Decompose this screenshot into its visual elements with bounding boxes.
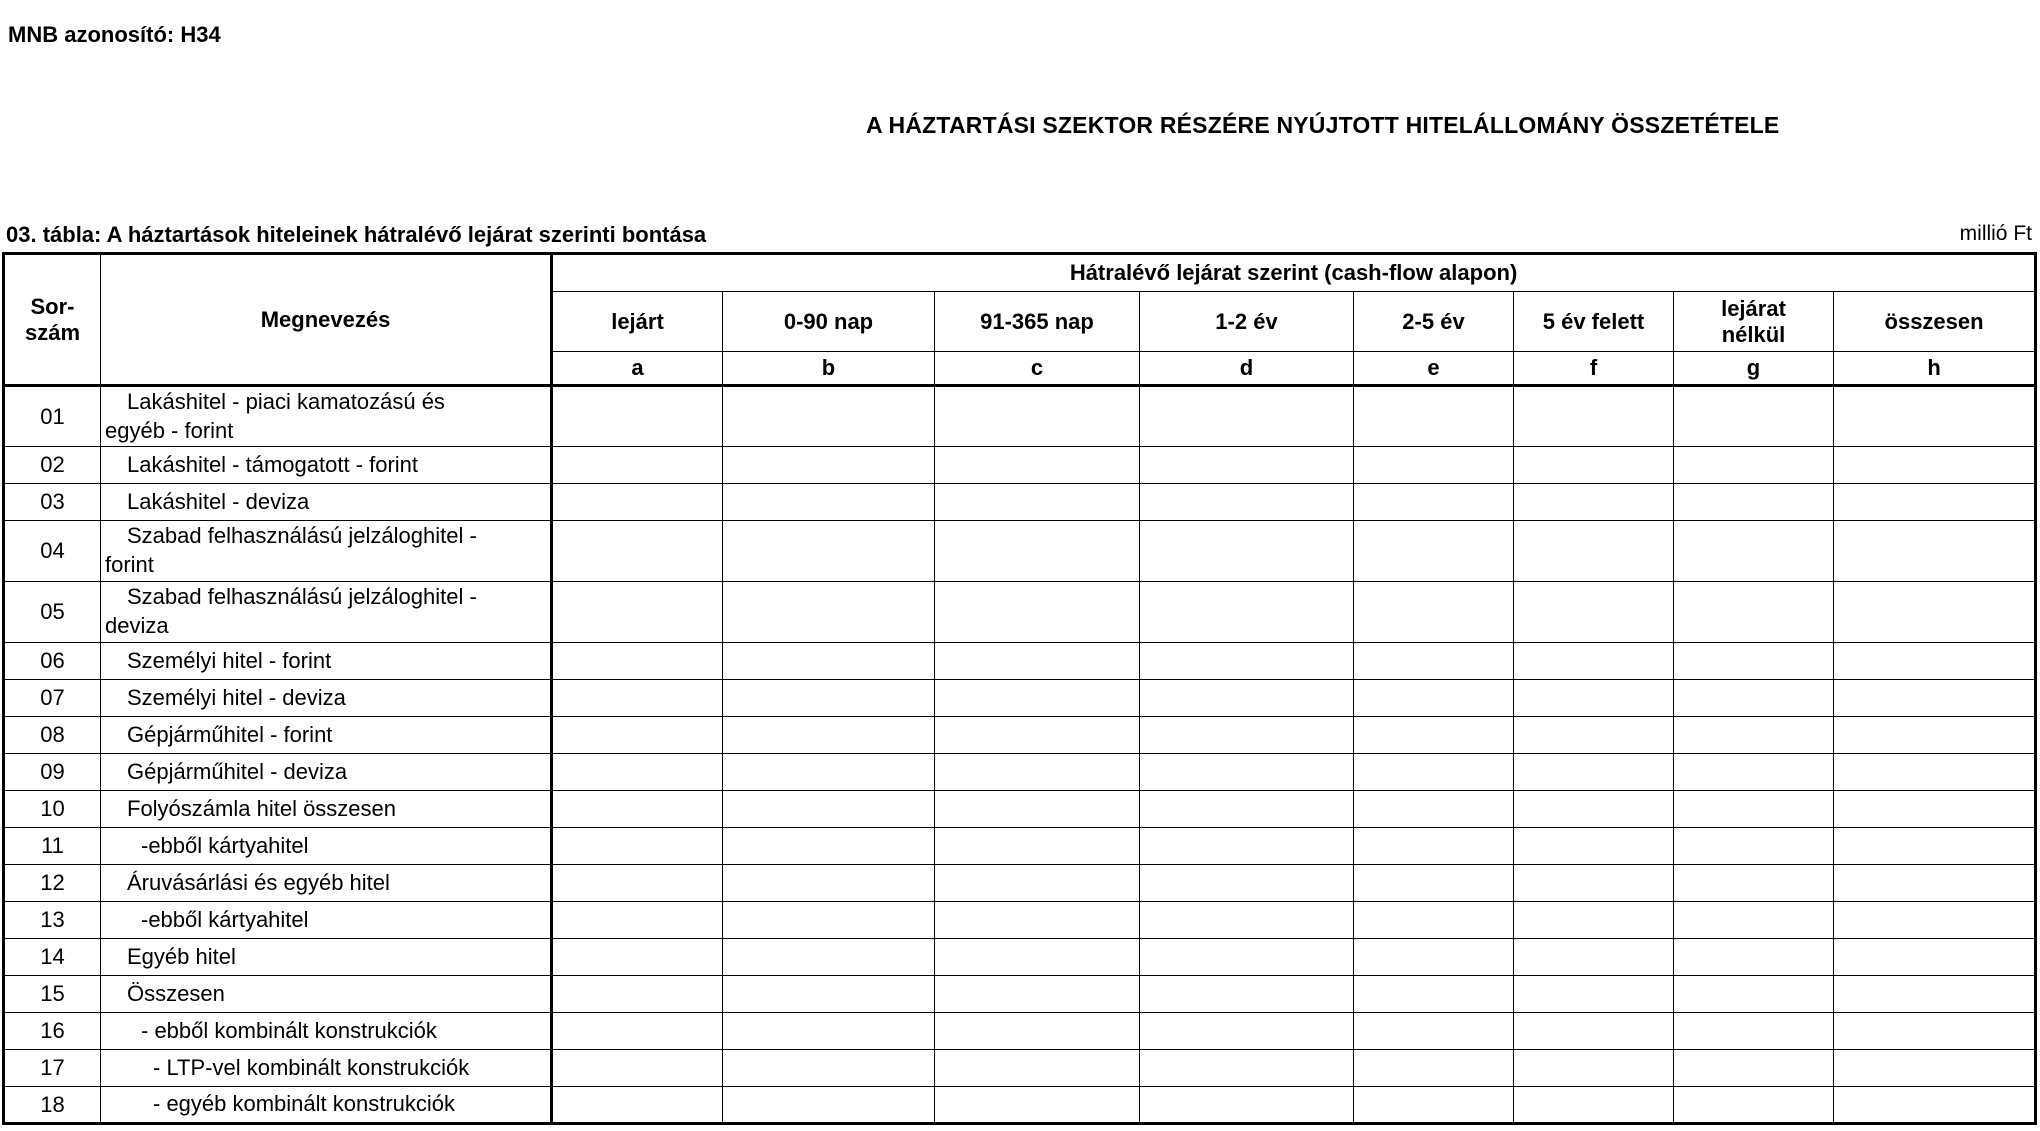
row-name — [101, 1013, 552, 1050]
data-cell[interactable] — [1140, 643, 1354, 680]
table-row — [4, 447, 2036, 484]
data-cell[interactable] — [723, 976, 935, 1013]
data-cell[interactable] — [723, 902, 935, 939]
data-cell[interactable] — [552, 828, 723, 865]
data-cell[interactable] — [1834, 902, 2036, 939]
data-cell[interactable] — [1140, 484, 1354, 521]
data-cell[interactable] — [1140, 386, 1354, 447]
data-cell[interactable] — [1834, 717, 2036, 754]
data-cell[interactable] — [1514, 976, 1674, 1013]
table-row — [4, 582, 2036, 643]
data-cell[interactable] — [1354, 1050, 1514, 1087]
data-cell[interactable] — [935, 521, 1140, 582]
row-name — [101, 717, 552, 754]
table-row — [4, 1013, 2036, 1050]
data-cell[interactable] — [1140, 582, 1354, 643]
row-name — [101, 484, 552, 521]
data-cell[interactable] — [935, 754, 1140, 791]
mnb-identifier: MNB azonosító: H34 — [8, 22, 221, 47]
data-cell[interactable] — [935, 1087, 1140, 1124]
row-name-line: -ebből kártyahitel — [141, 906, 309, 932]
row-name-line: Szabad felhasználású jelzáloghitel - — [127, 584, 477, 610]
data-cell[interactable] — [552, 484, 723, 521]
data-cell[interactable] — [1514, 1087, 1674, 1124]
row-name-line: Egyéb hitel — [127, 943, 236, 969]
row-number: 09 — [4, 754, 101, 791]
row-name — [101, 447, 552, 484]
data-cell[interactable] — [935, 1013, 1140, 1050]
data-cell[interactable] — [552, 643, 723, 680]
data-cell[interactable] — [1674, 582, 1834, 643]
data-cell[interactable] — [1674, 386, 1834, 447]
column-header: 5 év felett — [1514, 292, 1674, 352]
data-cell[interactable] — [1674, 902, 1834, 939]
row-number: 17 — [4, 1050, 101, 1087]
row-name-line: - egyéb kombinált konstrukciók — [153, 1091, 456, 1117]
data-cell[interactable] — [1140, 1013, 1354, 1050]
data-cell[interactable] — [935, 902, 1140, 939]
row-name — [101, 643, 552, 680]
row-number: 10 — [4, 791, 101, 828]
data-cell[interactable] — [935, 386, 1140, 447]
data-cell[interactable] — [1140, 791, 1354, 828]
column-header: 1-2 év — [1140, 292, 1354, 352]
row-name-line: deviza — [105, 613, 169, 638]
data-cell[interactable] — [1354, 865, 1514, 902]
data-cell[interactable] — [1674, 484, 1834, 521]
data-cell[interactable] — [552, 1013, 723, 1050]
data-cell[interactable] — [723, 791, 935, 828]
data-cell[interactable] — [723, 680, 935, 717]
row-name-line: - LTP-vel kombinált konstrukciók — [153, 1054, 470, 1080]
data-cell[interactable] — [1834, 939, 2036, 976]
data-cell[interactable] — [552, 865, 723, 902]
row-name-line: Folyószámla hitel összesen — [127, 795, 397, 821]
data-cell[interactable] — [552, 1050, 723, 1087]
data-cell[interactable] — [552, 939, 723, 976]
data-cell[interactable] — [1514, 828, 1674, 865]
row-number: 01 — [4, 386, 101, 447]
row-number: 15 — [4, 976, 101, 1013]
data-cell[interactable] — [552, 386, 723, 447]
row-number: 07 — [4, 680, 101, 717]
column-code: a — [552, 352, 723, 386]
data-cell[interactable] — [1834, 521, 2036, 582]
data-cell[interactable] — [1514, 1013, 1674, 1050]
data-cell[interactable] — [1674, 1087, 1834, 1124]
data-cell[interactable] — [1514, 902, 1674, 939]
data-cell[interactable] — [1674, 643, 1834, 680]
row-number: 02 — [4, 447, 101, 484]
row-name-line: Áruvásárlási és egyéb hitel — [127, 869, 390, 895]
data-cell[interactable] — [935, 791, 1140, 828]
data-cell[interactable] — [1354, 902, 1514, 939]
table-row — [4, 717, 2036, 754]
row-name-line: Gépjárműhitel - forint — [127, 721, 333, 747]
column-code: c — [935, 352, 1140, 386]
row-name — [101, 902, 552, 939]
data-cell[interactable] — [723, 939, 935, 976]
data-cell[interactable] — [1140, 717, 1354, 754]
data-cell[interactable] — [1140, 754, 1354, 791]
row-name-line: -ebből kártyahitel — [141, 832, 309, 858]
table-row — [4, 521, 2036, 582]
row-name-line: forint — [105, 552, 154, 577]
data-cell[interactable] — [935, 582, 1140, 643]
column-code: g — [1674, 352, 1834, 386]
data-cell[interactable] — [935, 828, 1140, 865]
data-cell[interactable] — [1354, 754, 1514, 791]
header-sorszam: Sor-szám — [4, 254, 101, 386]
data-cell[interactable] — [1674, 680, 1834, 717]
row-number: 06 — [4, 643, 101, 680]
column-code: e — [1354, 352, 1514, 386]
data-cell[interactable] — [1354, 939, 1514, 976]
data-cell[interactable] — [935, 939, 1140, 976]
table-row — [4, 680, 2036, 717]
column-header: 2-5 év — [1354, 292, 1514, 352]
data-cell[interactable] — [723, 865, 935, 902]
row-name — [101, 754, 552, 791]
data-cell[interactable] — [935, 643, 1140, 680]
row-name-line: Lakáshitel - deviza — [127, 488, 310, 514]
table-row — [4, 754, 2036, 791]
data-cell[interactable] — [1354, 976, 1514, 1013]
row-name — [101, 939, 552, 976]
data-cell[interactable] — [1514, 386, 1674, 447]
data-cell[interactable] — [935, 717, 1140, 754]
row-name — [101, 521, 552, 582]
data-cell[interactable] — [1514, 1050, 1674, 1087]
data-cell[interactable] — [552, 521, 723, 582]
data-cell[interactable] — [1140, 1087, 1354, 1124]
column-header: 91-365 nap — [935, 292, 1140, 352]
data-cell[interactable] — [935, 1050, 1140, 1087]
data-cell[interactable] — [1674, 828, 1834, 865]
row-name — [101, 828, 552, 865]
row-name — [101, 1050, 552, 1087]
row-name-line: Szabad felhasználású jelzáloghitel - — [127, 523, 477, 549]
row-name-line: Összesen — [127, 980, 225, 1006]
column-code: d — [1140, 352, 1354, 386]
data-cell[interactable] — [1354, 1087, 1514, 1124]
table-title: 03. tábla: A háztartások hiteleinek hátralévő lejárat szerinti bontása — [6, 222, 707, 247]
header-megnevezes: Megnevezés — [101, 254, 552, 386]
table-row — [4, 1050, 2036, 1087]
data-cell[interactable] — [1674, 717, 1834, 754]
row-name-line: Lakáshitel - támogatott - forint — [127, 451, 419, 477]
data-cell[interactable] — [1834, 1087, 2036, 1124]
data-cell[interactable] — [1834, 582, 2036, 643]
data-cell[interactable] — [1514, 447, 1674, 484]
data-cell[interactable] — [1140, 680, 1354, 717]
data-cell[interactable] — [552, 582, 723, 643]
table-row — [4, 791, 2036, 828]
data-cell[interactable] — [1834, 1050, 2036, 1087]
row-number: 18 — [4, 1087, 101, 1124]
data-cell[interactable] — [1834, 386, 2036, 447]
data-cell[interactable] — [1514, 717, 1674, 754]
data-cell[interactable] — [1514, 754, 1674, 791]
data-cell[interactable] — [552, 447, 723, 484]
data-cell[interactable] — [1140, 865, 1354, 902]
table-row — [4, 939, 2036, 976]
data-cell[interactable] — [1514, 484, 1674, 521]
data-cell[interactable] — [1514, 939, 1674, 976]
data-cell[interactable] — [723, 717, 935, 754]
data-cell[interactable] — [552, 754, 723, 791]
data-cell[interactable] — [1354, 447, 1514, 484]
data-cell[interactable] — [1514, 643, 1674, 680]
data-cell[interactable] — [1834, 865, 2036, 902]
data-cell[interactable] — [1674, 754, 1834, 791]
row-name-line: Személyi hitel - deviza — [127, 684, 346, 710]
data-cell[interactable] — [1514, 865, 1674, 902]
maturity-table — [2, 252, 2037, 1125]
data-cell[interactable] — [1674, 791, 1834, 828]
data-cell[interactable] — [1514, 680, 1674, 717]
data-cell[interactable] — [1140, 828, 1354, 865]
data-cell[interactable] — [723, 643, 935, 680]
data-cell[interactable] — [1354, 1013, 1514, 1050]
data-cell[interactable] — [1140, 902, 1354, 939]
data-cell[interactable] — [1354, 791, 1514, 828]
data-cell[interactable] — [1514, 521, 1674, 582]
row-number: 14 — [4, 939, 101, 976]
row-name — [101, 582, 552, 643]
data-cell[interactable] — [723, 484, 935, 521]
data-cell[interactable] — [1354, 680, 1514, 717]
data-cell[interactable] — [552, 976, 723, 1013]
column-code: h — [1834, 352, 2036, 386]
table-row — [4, 865, 2036, 902]
data-cell[interactable] — [1674, 1050, 1834, 1087]
data-cell[interactable] — [1140, 521, 1354, 582]
table-row — [4, 902, 2036, 939]
data-cell[interactable] — [1354, 828, 1514, 865]
column-code: b — [723, 352, 935, 386]
data-cell[interactable] — [1834, 643, 2036, 680]
data-cell[interactable] — [1674, 1013, 1834, 1050]
data-cell[interactable] — [1140, 939, 1354, 976]
page-title: A HÁZTARTÁSI SZEKTOR RÉSZÉRE NYÚJTOTT HITELÁLLOMÁNY ÖSSZETÉTELE — [866, 112, 1780, 138]
row-name — [101, 976, 552, 1013]
data-cell[interactable] — [1834, 754, 2036, 791]
data-cell[interactable] — [1354, 386, 1514, 447]
data-cell[interactable] — [935, 865, 1140, 902]
data-cell[interactable] — [723, 828, 935, 865]
data-cell[interactable] — [1834, 484, 2036, 521]
data-cell[interactable] — [935, 484, 1140, 521]
data-cell[interactable] — [1834, 828, 2036, 865]
data-cell[interactable] — [1834, 680, 2036, 717]
row-name-line: egyéb - forint — [105, 417, 234, 443]
data-cell[interactable] — [1514, 582, 1674, 643]
data-cell[interactable] — [1354, 582, 1514, 643]
column-code: f — [1514, 352, 1674, 386]
data-cell[interactable] — [1354, 717, 1514, 754]
data-cell[interactable] — [552, 1087, 723, 1124]
data-cell[interactable] — [1140, 1050, 1354, 1087]
row-number: 03 — [4, 484, 101, 521]
row-name-line: Lakáshitel - piaci kamatozású és — [127, 388, 445, 414]
data-cell[interactable] — [1354, 643, 1514, 680]
data-cell[interactable] — [723, 1087, 935, 1124]
data-cell[interactable] — [723, 386, 935, 447]
data-cell[interactable] — [552, 902, 723, 939]
column-header: lejárt — [552, 292, 723, 352]
data-cell[interactable] — [1674, 939, 1834, 976]
data-cell[interactable] — [1834, 976, 2036, 1013]
row-name-line: Gépjárműhitel - deviza — [127, 758, 348, 784]
data-cell[interactable] — [552, 791, 723, 828]
data-cell[interactable] — [723, 1013, 935, 1050]
row-number: 16 — [4, 1013, 101, 1050]
data-cell[interactable] — [1834, 791, 2036, 828]
row-number: 12 — [4, 865, 101, 902]
table-row — [4, 976, 2036, 1013]
row-name — [101, 680, 552, 717]
data-cell[interactable] — [1140, 447, 1354, 484]
data-cell[interactable] — [1514, 791, 1674, 828]
data-cell[interactable] — [1834, 447, 2036, 484]
data-cell[interactable] — [552, 717, 723, 754]
data-cell[interactable] — [552, 680, 723, 717]
row-number: 08 — [4, 717, 101, 754]
row-name — [101, 386, 552, 447]
row-name — [101, 1087, 552, 1124]
column-header: lejárat nélkül — [1674, 292, 1834, 352]
table-row — [4, 1087, 2036, 1124]
column-header: összesen — [1834, 292, 2036, 352]
row-name-line: - ebből kombinált konstrukciók — [141, 1017, 437, 1043]
row-name — [101, 791, 552, 828]
data-cell[interactable] — [935, 680, 1140, 717]
header-group-maturity: Hátralévő lejárat szerint (cash-flow alapon) — [552, 254, 2036, 292]
data-cell[interactable] — [1354, 521, 1514, 582]
unit-label: millió Ft — [1959, 222, 2032, 245]
data-cell[interactable] — [723, 1050, 935, 1087]
table-row — [4, 828, 2036, 865]
data-cell[interactable] — [723, 521, 935, 582]
data-cell[interactable] — [935, 976, 1140, 1013]
data-cell[interactable] — [1674, 521, 1834, 582]
data-cell[interactable] — [1674, 447, 1834, 484]
row-number: 05 — [4, 582, 101, 643]
data-cell[interactable] — [935, 447, 1140, 484]
table-row — [4, 386, 2036, 447]
data-cell[interactable] — [1354, 484, 1514, 521]
data-cell[interactable] — [723, 754, 935, 791]
row-number: 04 — [4, 521, 101, 582]
data-cell[interactable] — [1834, 1013, 2036, 1050]
data-cell[interactable] — [1674, 865, 1834, 902]
row-name — [101, 865, 552, 902]
row-name-line: Személyi hitel - forint — [127, 647, 332, 673]
row-number: 13 — [4, 902, 101, 939]
data-cell[interactable] — [723, 582, 935, 643]
table-row — [4, 484, 2036, 521]
row-number: 11 — [4, 828, 101, 865]
data-cell[interactable] — [1674, 976, 1834, 1013]
table-row — [4, 643, 2036, 680]
data-cell[interactable] — [1140, 976, 1354, 1013]
column-header: 0-90 nap — [723, 292, 935, 352]
data-cell[interactable] — [723, 447, 935, 484]
